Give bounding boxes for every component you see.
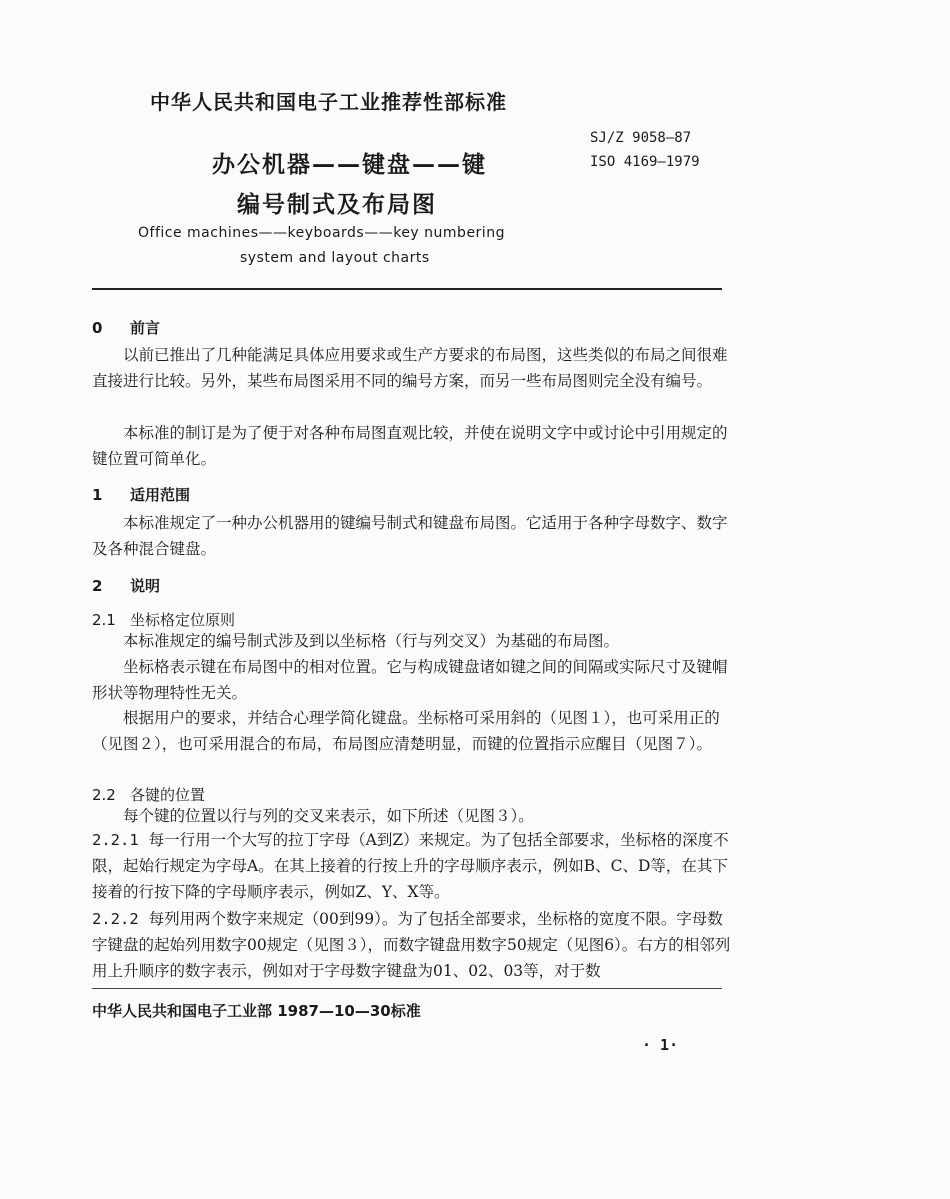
section-2-heading: 2 说明 [92,577,161,595]
footer-issuer: 中华人民共和国电子工业部 1987—10—30标准 [92,1002,421,1020]
scope-paragraph: 本标准规定了一种办公机器用的键编号制式和键盘布局图。它适用于各种字母数字、数字及各种混合键盘。 [92,514,728,558]
column-rule-paragraph: 2.2.2 每列用两个数字来规定（00到99）。为了包括全部要求，坐标格的宽度不限。字母数字键盘的起始列用数字00规定（见图３），而数字键盘用数字50规定（见图6）。右方的相邻列用上升顺序的数字表示，例如对于字母数字键盘为01、02、03等，对于数 [92,910,731,980]
preface-paragraph-2: 本标准的制订是为了便于对各种布局图直观比较，并使在说明文字中或讨论中引用规定的键位置可简单化。 [92,424,728,468]
title-en-line1: Office machines——keyboards——key numbering [138,225,505,241]
section-1-heading: 1 适用范围 [92,486,191,504]
section-2-2-heading: 2.2 各键的位置 [92,786,206,804]
iso-code: ISO 4169—1979 [590,154,700,170]
title-cn-line2: 编号制式及布局图 [237,192,437,218]
grid-paragraph-2: 坐标格表示键在布局图中的相对位置。它与构成键盘诸如键之间的间隔或实际尺寸及键帽形状等物理特性无关。 [92,658,728,702]
header-divider [92,288,722,290]
row-rule-paragraph: 2.2.1 每一行用一个大写的拉丁字母（A到Z）来规定。为了包括全部要求，坐标格的深度不限，起始行规定为字母A。在其上接着的行按上升的字母顺序表示，例如B、C、D等，在其下接着的行按下降的字母顺序表示，例如Z、Y、X等。 [92,831,729,901]
preface-paragraph-1: 以前已推出了几种能满足具体应用要求或生产方要求的布局图，这些类似的布局之间很难直接进行比较。另外，某些布局图采用不同的编号方案，而另一些布局图则完全没有编号。 [92,346,728,390]
section-0-heading: 0 前言 [92,319,161,337]
key-position-paragraph: 每个键的位置以行与列的交叉来表示，如下所述（见图３）。 [123,807,534,825]
title-cn-line1: 办公机器——键盘——键 [212,152,487,178]
issuing-organization: 中华人民共和国电子工业推荐性部标准 [150,90,507,114]
page-number: · 1· [642,1036,679,1054]
title-en-line2: system and layout charts [240,250,430,266]
footer-divider [92,988,722,989]
grid-paragraph-3: 根据用户的要求，并结合心理学简化键盘。坐标格可采用斜的（见图１），也可采用正的（见图２），也可采用混合的布局，布局图应清楚明显，而键的位置指示应醒目（见图７）。 [92,709,720,753]
standard-code: SJ/Z 9058—87 [590,130,692,146]
grid-paragraph-1: 本标准规定的编号制式涉及到以坐标格（行与列交叉）为基础的布局图。 [123,632,620,650]
section-2-1-heading: 2.1 坐标格定位原则 [92,611,236,629]
